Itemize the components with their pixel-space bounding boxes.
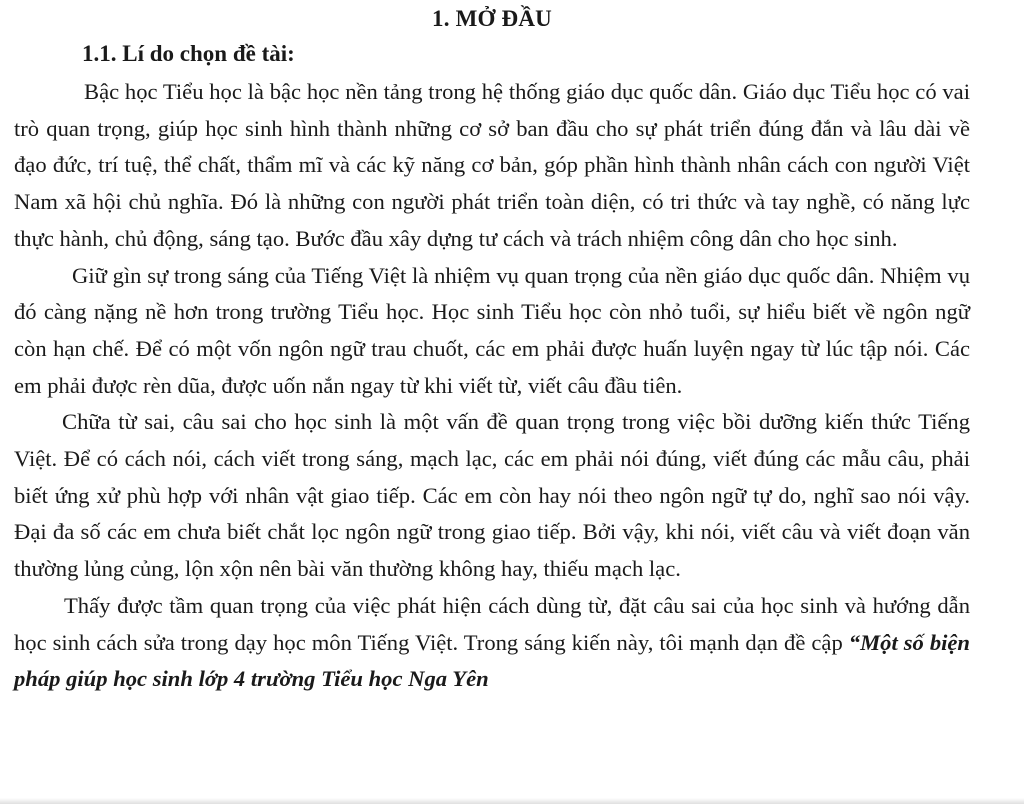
paragraph-2: Giữ gìn sự trong sáng của Tiếng Việt là nhiệm vụ quan trọng của nền giáo dục quốc dân. Nhiệm vụ đó càng nặng nề hơn trong trường Tiểu học. Học sinh Tiểu học còn nhỏ tuổi, sự hiểu biết về ngôn ngữ còn hạn chế. Để có một vốn ngôn ngữ trau chuốt, các em phải được huấn luyện ngay từ lúc tập nói. Các em phải được rèn dũa, được uốn nắn ngay từ khi viết từ, viết câu đầu tiên. bbox=[14, 262, 970, 398]
paragraph-3: Chữa từ sai, câu sai cho học sinh là một vấn đề quan trọng trong việc bồi dưỡng kiến thức Tiếng Việt. Để có cách nói, cách viết trong sáng, mạch lạc, các em phải nói đúng, viết đúng các mẫu câu, phải biết ứng xử phù hợp với nhân vật giao tiếp. Các em còn hay nói theo ngôn ngữ tự do, nghĩ sao nói vậy. Đại đa số các em chưa biết chắt lọc ngôn ngữ trong giao tiếp. Bởi vậy, khi nói, viết câu và viết đoạn văn thường lủng củng, lộn xộn nên bài văn thường không hay, thiếu mạch lạc. bbox=[14, 409, 970, 582]
paragraph-4 bbox=[14, 588, 970, 698]
paragraph-1: Bậc học Tiểu học là bậc học nền tảng trong hệ thống giáo dục quốc dân. Giáo dục Tiểu học có vai trò quan trọng, giúp học sinh hình thành những cơ sở ban đầu cho sự phát triển đúng đắn và lâu dài về đạo đức, trí tuệ, thể chất, thẩm mĩ và các kỹ năng cơ bản, góp phần hình thành nhân cách con người Việt Nam xã hội chủ nghĩa. Đó là những con người phát triển toàn diện, có tri thức và tay nghề, có năng lực thực hành, chủ động, sáng tạo. Bước đầu xây dựng tư cách và trách nhiệm công dân cho học sinh. bbox=[14, 79, 970, 251]
paragraph-4-emphasis: “Một số biện pháp giúp học sinh lớp 4 trường Tiểu học Nga Yên bbox=[14, 629, 971, 692]
subsection-title: 1.1. Lí do chọn đề tài: bbox=[82, 41, 295, 66]
section-title: 1. MỞ ĐẦU bbox=[432, 6, 552, 31]
paragraph-4-text: Thấy được tầm quan trọng của việc phát hiện cách dùng từ, đặt câu sai của học sinh và hướng dẫn học sinh cách sửa trong dạy học môn Tiếng Việt. Trong sáng kiến này, tôi mạnh dạn đề cập bbox=[14, 592, 970, 655]
page-bottom-edge bbox=[0, 798, 1024, 804]
document-page bbox=[14, 0, 970, 698]
